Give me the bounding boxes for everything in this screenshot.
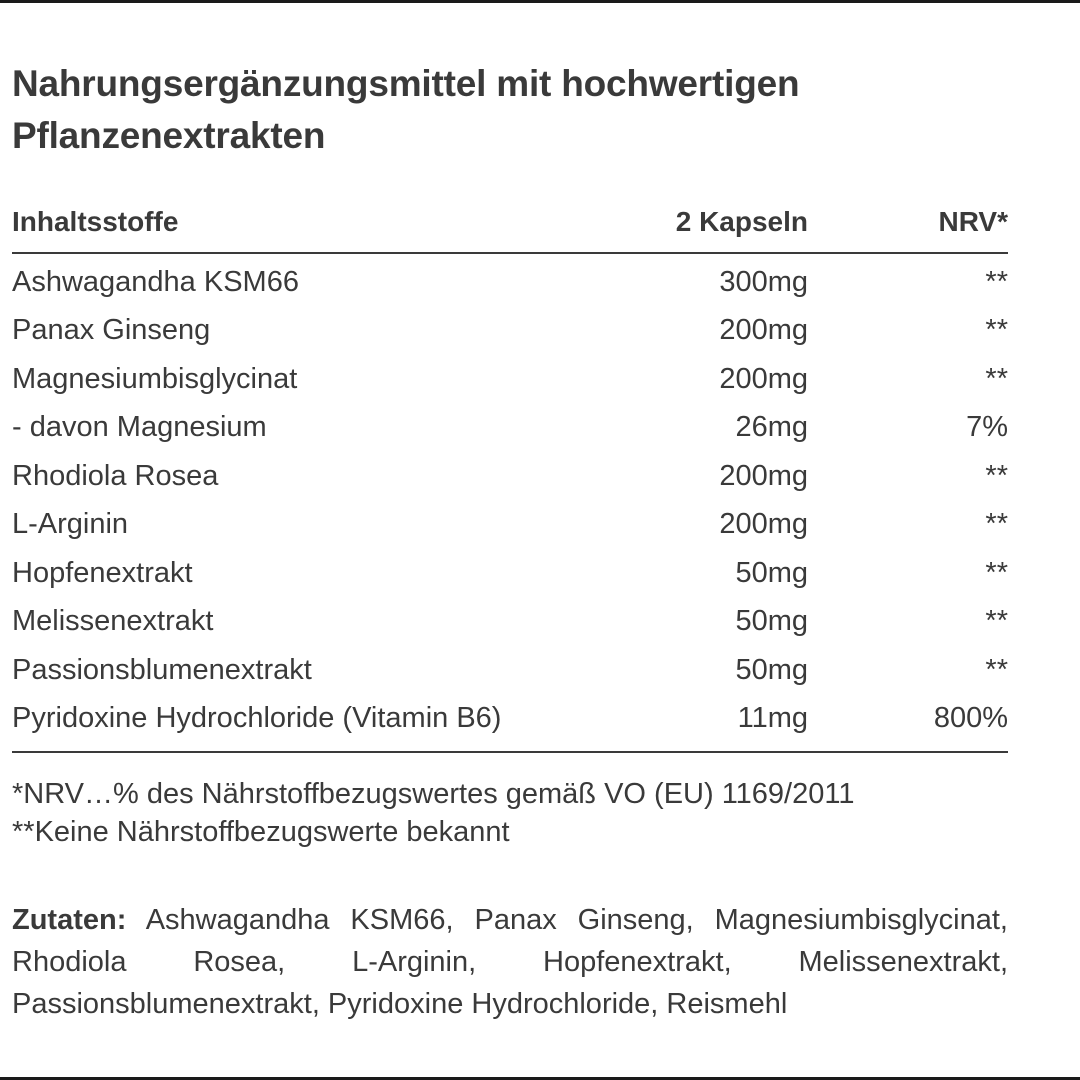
table-row <box>12 307 1008 356</box>
row-name: Hopfenextrakt <box>12 556 193 589</box>
row-nrv: ** <box>985 459 1008 492</box>
page-title <box>12 58 1012 162</box>
row-nrv: 7% <box>966 411 1008 444</box>
row-amount: 200mg <box>719 459 808 492</box>
footnotes <box>12 775 1012 851</box>
row-name: Rhodiola Rosea <box>12 459 219 492</box>
nutrition-table <box>12 200 1008 753</box>
row-name: Melissenextrakt <box>12 605 214 638</box>
footnote-no-nrv: **Keine Nährstoffbezugswerte bekannt <box>12 816 510 848</box>
row-amount: 26mg <box>735 411 808 444</box>
row-nrv: ** <box>985 314 1008 347</box>
table-row <box>12 355 1008 404</box>
row-name: Panax Ginseng <box>12 314 211 347</box>
row-nrv: ** <box>985 362 1008 395</box>
ingredients-text: Ashwagandha KSM66, Panax Ginseng, Magnesiumbisglycinat, Rhodiola Rosea, L-Arginin, Hopfenextrakt, Melissenextrakt, Passionsblumenextrakt, Pyridoxine Hydrochloride, Reismehl <box>12 904 1008 1020</box>
row-nrv: ** <box>985 556 1008 589</box>
table-body <box>12 254 1008 753</box>
row-nrv: ** <box>985 653 1008 686</box>
header-amount: 2 Kapseln <box>675 206 808 237</box>
row-amount: 50mg <box>735 605 808 638</box>
table-row <box>12 258 1008 307</box>
row-amount: 300mg <box>719 265 808 298</box>
row-nrv: 800% <box>933 702 1008 735</box>
row-amount: 200mg <box>719 314 808 347</box>
title-line-1: Nahrungsergänzungsmittel mit hochwertigen <box>12 63 800 104</box>
row-name: Passionsblumenextrakt <box>12 653 312 686</box>
row-name: Ashwagandha KSM66 <box>12 265 299 298</box>
table-header <box>12 200 1008 254</box>
top-border <box>0 0 1080 3</box>
ingredients-list <box>12 899 1008 1025</box>
table-row <box>12 646 1008 695</box>
table-row <box>12 501 1008 550</box>
table-row <box>12 695 1008 744</box>
row-name: Magnesiumbisglycinat <box>12 362 298 395</box>
footnote-nrv: *NRV…% des Nährstoffbezugswertes gemäß VO (EU) 1169/2011 <box>12 778 855 810</box>
row-amount: 50mg <box>735 556 808 589</box>
row-amount: 200mg <box>719 362 808 395</box>
row-name: L-Arginin <box>12 508 129 541</box>
row-amount: 200mg <box>719 508 808 541</box>
table-row <box>12 549 1008 598</box>
title-line-2: Pflanzenextrakten <box>12 115 326 156</box>
row-nrv: ** <box>985 605 1008 638</box>
header-ingredients: Inhaltsstoffe <box>12 206 179 237</box>
row-nrv: ** <box>985 508 1008 541</box>
label-content <box>12 58 1012 1025</box>
row-amount: 50mg <box>735 653 808 686</box>
table-row <box>12 404 1008 453</box>
row-name: Pyridoxine Hydrochloride (Vitamin B6) <box>12 702 502 735</box>
table-row <box>12 452 1008 501</box>
row-name: - davon Magnesium <box>12 411 267 444</box>
row-amount: 11mg <box>737 702 808 735</box>
table-row <box>12 598 1008 647</box>
header-nrv: NRV* <box>938 206 1008 237</box>
ingredients-label: Zutaten: <box>12 904 127 936</box>
row-nrv: ** <box>985 265 1008 298</box>
